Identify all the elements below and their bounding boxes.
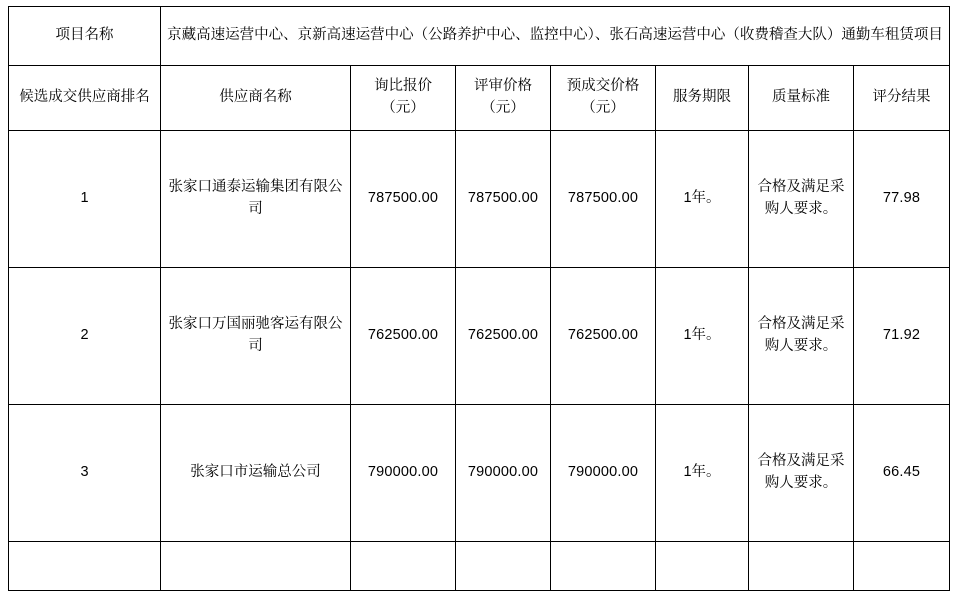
table-row-partial xyxy=(9,542,950,591)
cell-empty xyxy=(656,542,749,591)
cell-review-price: 762500.00 xyxy=(456,268,551,405)
table-row-project xyxy=(9,7,950,66)
cell-review-price: 787500.00 xyxy=(456,131,551,268)
project-name-label: 项目名称 xyxy=(9,7,161,66)
cell-rank: 1 xyxy=(9,131,161,268)
column-header-pre-deal-price-line1: 预成交价格 xyxy=(566,78,640,95)
cell-empty xyxy=(551,542,656,591)
cell-pre-deal-price: 787500.00 xyxy=(551,131,656,268)
column-header-review-price-line1: 评审价格 xyxy=(474,78,532,95)
cell-rank: 3 xyxy=(9,405,161,542)
cell-service-period: 1年。 xyxy=(656,405,749,542)
table-row xyxy=(9,405,950,542)
cell-pre-deal-price: 762500.00 xyxy=(551,268,656,405)
cell-empty xyxy=(351,542,456,591)
cell-quote: 762500.00 xyxy=(351,268,456,405)
cell-empty xyxy=(456,542,551,591)
column-header-quote-line1: 询比报价 xyxy=(374,78,432,95)
column-header-supplier-line1: 供应商名称 xyxy=(219,89,292,106)
cell-quote: 787500.00 xyxy=(351,131,456,268)
column-header-quality-standard-line1: 质量标准 xyxy=(772,89,830,106)
column-header-score-line1: 评分结果 xyxy=(872,89,931,106)
cell-supplier: 张家口万国丽驰客运有限公司 xyxy=(161,268,351,405)
cell-quality-standard: 合格及满足采购人要求。 xyxy=(749,131,854,268)
project-name-value: 京藏高速运营中心、京新高速运营中心（公路养护中心、监控中心）、张石高速运营中心（收费稽查大队）通勤车租赁项目 xyxy=(161,7,950,66)
column-header-score xyxy=(854,66,950,131)
column-header-review-price xyxy=(456,66,551,131)
cell-review-price: 790000.00 xyxy=(456,405,551,542)
table-header-row xyxy=(9,66,950,131)
cell-quality-standard: 合格及满足采购人要求。 xyxy=(749,268,854,405)
cell-quality-standard: 合格及满足采购人要求。 xyxy=(749,405,854,542)
cell-empty xyxy=(854,542,950,591)
cell-empty xyxy=(161,542,351,591)
column-header-review-price-line2: （元） xyxy=(481,100,525,116)
cell-score: 71.92 xyxy=(854,268,950,405)
table-row xyxy=(9,268,950,405)
column-header-pre-deal-price-line2: （元） xyxy=(581,100,625,116)
column-header-quality-standard xyxy=(749,66,854,131)
cell-score: 77.98 xyxy=(854,131,950,268)
bid-result-table xyxy=(8,6,950,591)
column-header-rank xyxy=(9,66,161,131)
cell-supplier: 张家口通泰运输集团有限公司 xyxy=(161,131,351,268)
cell-pre-deal-price: 790000.00 xyxy=(551,405,656,542)
cell-service-period: 1年。 xyxy=(656,268,749,405)
cell-score: 66.45 xyxy=(854,405,950,542)
cell-rank: 2 xyxy=(9,268,161,405)
column-header-service-period-line1: 服务期限 xyxy=(673,89,731,106)
cell-supplier: 张家口市运输总公司 xyxy=(161,405,351,542)
column-header-quote xyxy=(351,66,456,131)
column-header-quote-line2: （元） xyxy=(381,100,425,116)
cell-empty xyxy=(749,542,854,591)
cell-empty xyxy=(9,542,161,591)
cell-quote: 790000.00 xyxy=(351,405,456,542)
column-header-supplier xyxy=(161,66,351,131)
column-header-rank-line1: 候选成交供应商排名 xyxy=(19,89,150,106)
table-row xyxy=(9,131,950,268)
column-header-pre-deal-price xyxy=(551,66,656,131)
cell-service-period: 1年。 xyxy=(656,131,749,268)
column-header-service-period xyxy=(656,66,749,131)
